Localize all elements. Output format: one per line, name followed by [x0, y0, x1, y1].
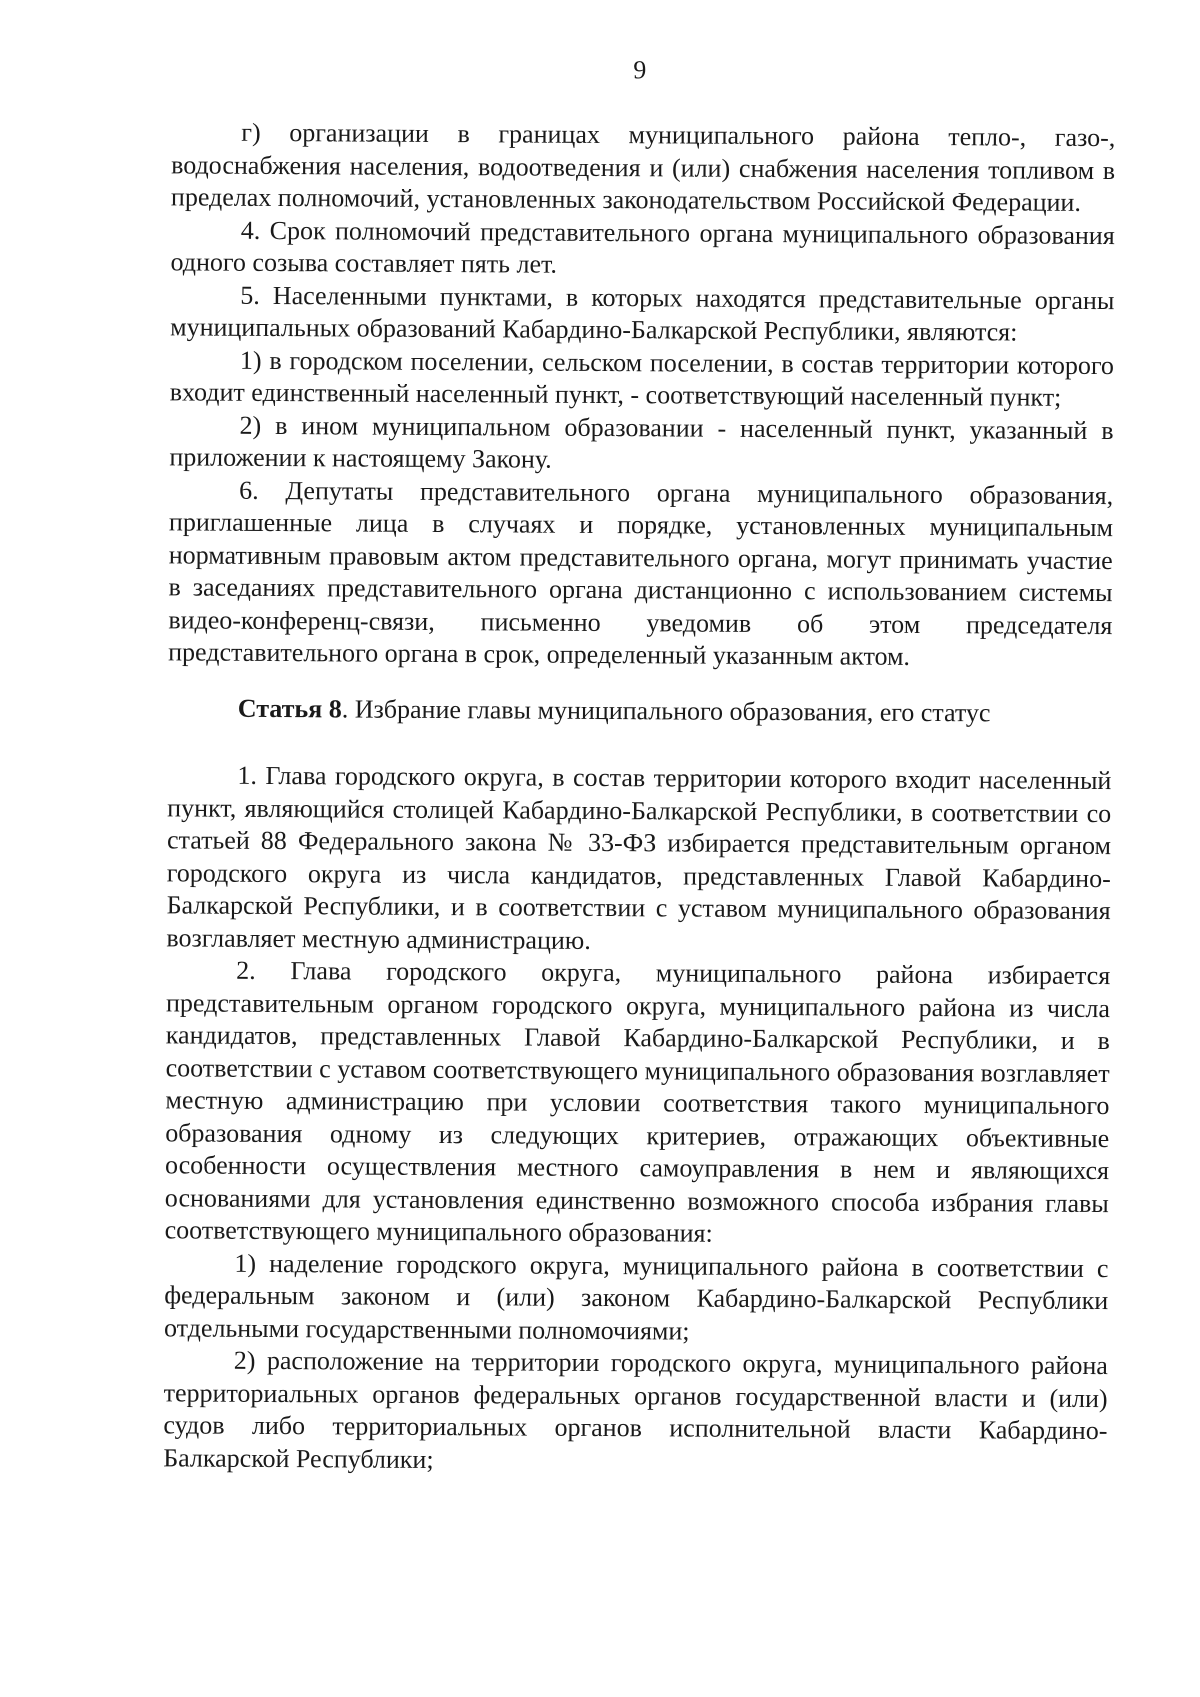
- paragraph-settlements: 5. Населенными пунктами, в которых находятся представительные органы муниципальных образований Кабардино-Балкарской Республики, являются:: [170, 280, 1115, 347]
- paragraph-term-of-office: 4. Срок полномочий представительного органа муниципального образования одного созыва составляет пять лет.: [170, 215, 1115, 279]
- paragraph-criterion-2: 2) расположение на территории городского округа, муниципального района территориальных органов федеральных органов государственной власти и (или) судов либо территориальных органов исполнительной власти Кабардино-Балкарской Республики;: [163, 1345, 1108, 1474]
- paragraph-capital-head: 1. Глава городского округа, в состав территории которого входит населенный пункт, являющийся столицей Кабардино-Балкарской Республики, в соответствии со статьей 88 Федерального закона № 33-ФЗ избирается представительным органом городского округа из числа кандидатов, представленных Главой Кабардино-Балкарской Республики, и в соответствии с уставом муниципального образования возглавляет местную администрацию.: [166, 760, 1112, 955]
- paragraph-remote-participation: 6. Депутаты представительного органа муниципального образования, приглашенные лица в случаях и порядке, установленных муниципальным нормативным правовым актом представительного органа, могут принимать участие в заседаниях представительного органа дистанционно с использованием системы видео-конференц-связи, письменно уведомив об этом председателя представительного органа в срок, определенный указанным актом.: [168, 475, 1114, 671]
- paragraph-settlements-item-1: 1) в городском поселении, сельском поселении, в состав территории которого входит единственный населенный пункт, - соответствующий населенный пункт;: [169, 345, 1115, 412]
- paragraph-heating-supply: г) организации в границах муниципального района тепло-, газо-, водоснабжения населения, водоотведения и (или) снабжения населения топливом в пределах полномочий, установленных законодательством Российской Федерации.: [170, 117, 1116, 217]
- article-label: Статья 8: [237, 693, 342, 723]
- page-number: 9: [633, 55, 647, 85]
- article-title: . Избрание главы муниципального образования, его статус: [341, 693, 991, 727]
- article-heading: [168, 692, 1112, 730]
- paragraph-settlements-item-2: 2) в ином муниципальном образовании - населенный пункт, указанный в приложении к настоящему Закону.: [169, 410, 1114, 474]
- document-body: [163, 116, 1115, 1480]
- paragraph-criterion-1: 1) наделение городского округа, муниципального района в соответствии с федеральным законом и (или) законом Кабардино-Балкарской Республики отдельными государственными полномочиями;: [163, 1248, 1109, 1346]
- paragraph-district-head: 2. Глава городского округа, муниципального района избирается представительным органом городского округа, муниципального района из числа кандидатов, представленных Главой Кабардино-Балкарской Республики, и в соответствии с уставом соответствующего муниципального образования возглавляет местную администрацию при условии соответствия такого муниципального образования одному из следующих критериев, отражающих объективные особенности осуществления местного самоуправления в нем и являющихся основаниями для установления единственно возможного способа избрания главы соответствующего муниципального образования:: [164, 955, 1111, 1248]
